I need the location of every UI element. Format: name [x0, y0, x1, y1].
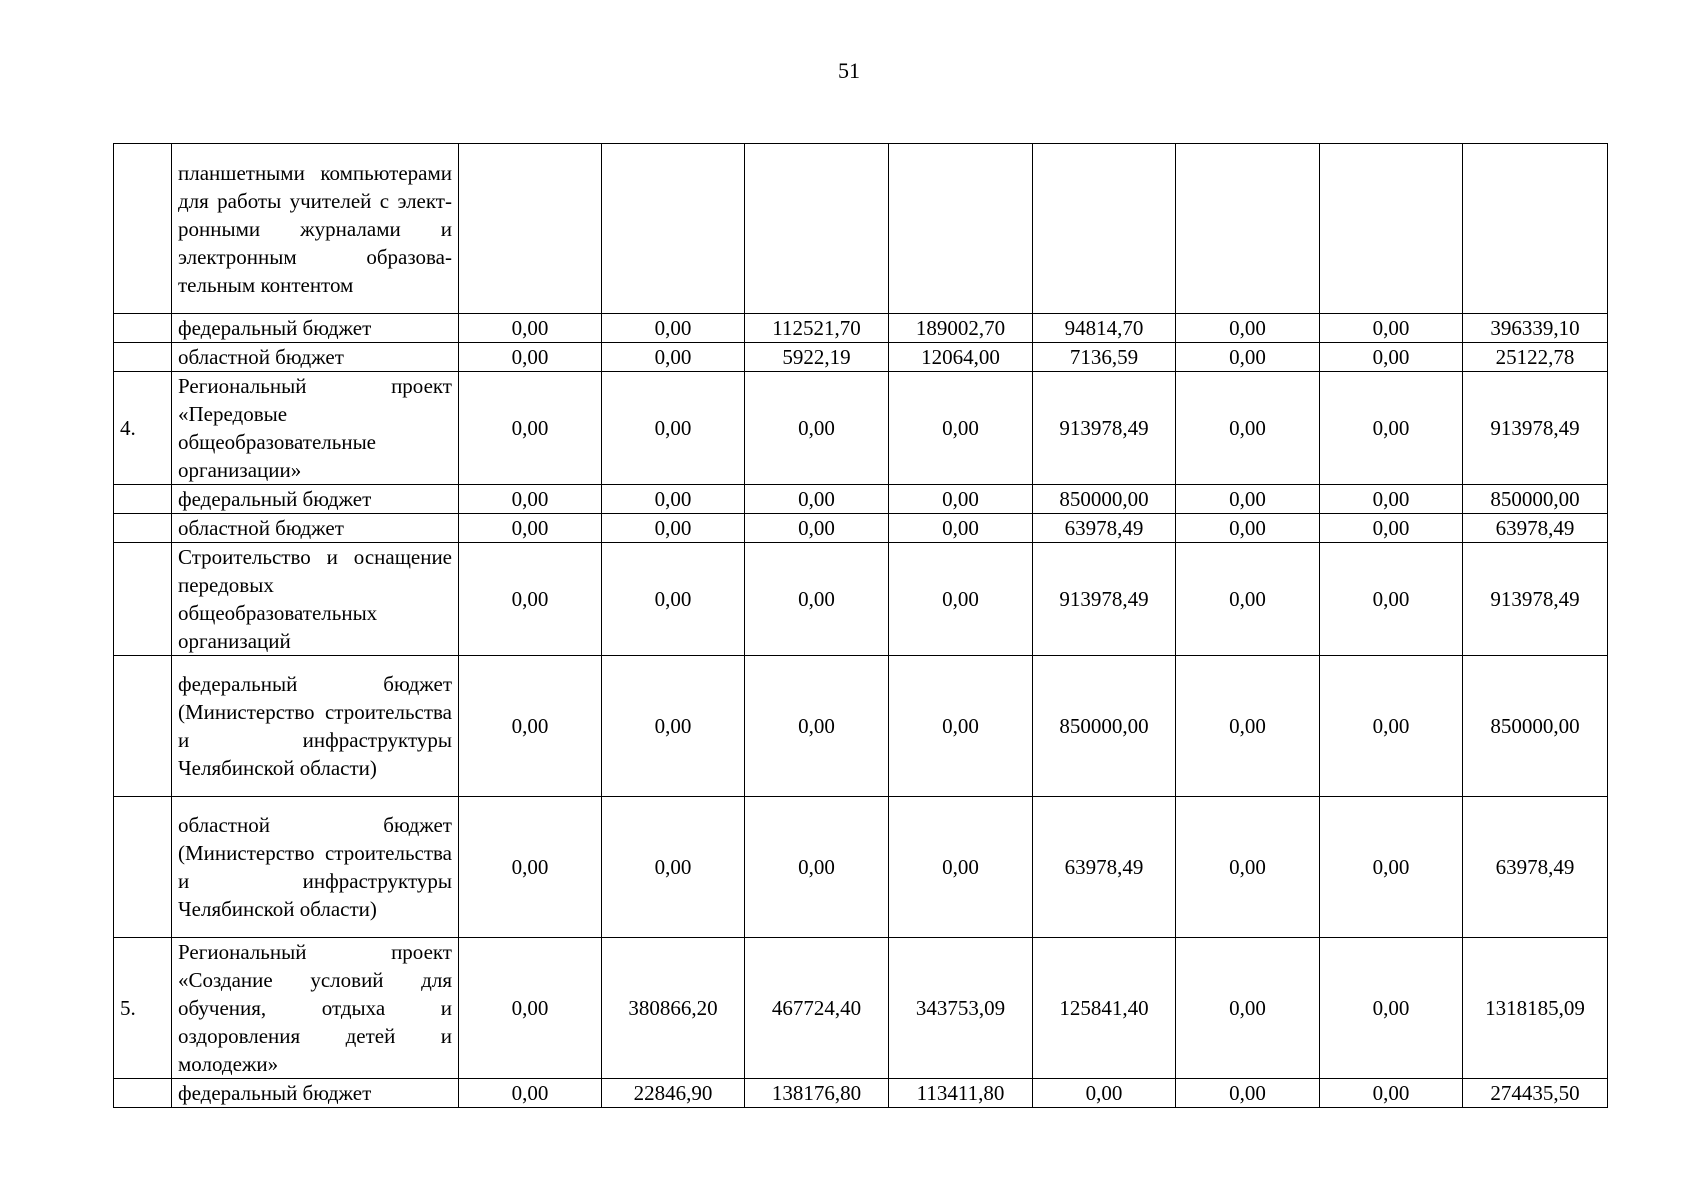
value-cell: 0,00 — [1176, 656, 1320, 797]
total-cell: 25122,78 — [1463, 343, 1608, 372]
row-number — [114, 343, 172, 372]
row-number — [114, 485, 172, 514]
value-cell: 22846,90 — [602, 1079, 745, 1108]
value-cell — [459, 144, 602, 314]
value-cell: 0,00 — [1176, 938, 1320, 1079]
value-cell: 0,00 — [889, 372, 1033, 485]
row-number — [114, 543, 172, 656]
value-cell: 189002,70 — [889, 314, 1033, 343]
table-row — [114, 797, 1608, 938]
value-cell: 0,00 — [1176, 514, 1320, 543]
row-name: планшетными компьютерами для работы учителей с электронными журналами и электронным образовательным контентом — [172, 144, 459, 314]
value-cell: 0,00 — [1320, 656, 1463, 797]
table-row — [114, 485, 1608, 514]
value-cell: 0,00 — [1320, 797, 1463, 938]
value-cell: 0,00 — [1176, 485, 1320, 514]
row-name: федеральный бюджет — [172, 314, 459, 343]
value-cell: 0,00 — [1176, 797, 1320, 938]
value-cell: 0,00 — [602, 343, 745, 372]
value-cell: 0,00 — [1033, 1079, 1176, 1108]
value-cell: 850000,00 — [1033, 656, 1176, 797]
value-cell — [602, 144, 745, 314]
row-name: Региональный проект «Передовые общеобразовательные организации» — [172, 372, 459, 485]
value-cell: 0,00 — [1320, 343, 1463, 372]
table-row — [114, 343, 1608, 372]
value-cell: 0,00 — [745, 656, 889, 797]
value-cell: 0,00 — [889, 656, 1033, 797]
page-number: 51 — [838, 58, 860, 83]
row-number — [114, 144, 172, 314]
total-cell: 850000,00 — [1463, 656, 1608, 797]
total-cell: 63978,49 — [1463, 514, 1608, 543]
value-cell: 0,00 — [1320, 372, 1463, 485]
total-cell: 1318185,09 — [1463, 938, 1608, 1079]
value-cell: 0,00 — [1320, 938, 1463, 1079]
value-cell: 0,00 — [459, 514, 602, 543]
value-cell: 0,00 — [602, 485, 745, 514]
total-cell: 274435,50 — [1463, 1079, 1608, 1108]
value-cell: 63978,49 — [1033, 797, 1176, 938]
value-cell: 0,00 — [1320, 543, 1463, 656]
value-cell — [1033, 144, 1176, 314]
value-cell: 0,00 — [459, 938, 602, 1079]
value-cell: 0,00 — [1176, 372, 1320, 485]
value-cell: 0,00 — [1176, 543, 1320, 656]
value-cell: 0,00 — [459, 797, 602, 938]
value-cell: 0,00 — [745, 797, 889, 938]
value-cell: 0,00 — [459, 543, 602, 656]
total-cell: 396339,10 — [1463, 314, 1608, 343]
value-cell: 0,00 — [459, 485, 602, 514]
value-cell: 0,00 — [745, 485, 889, 514]
value-cell — [1176, 144, 1320, 314]
value-cell: 0,00 — [1320, 485, 1463, 514]
value-cell: 0,00 — [889, 543, 1033, 656]
row-name: федеральный бюджет — [172, 485, 459, 514]
value-cell: 0,00 — [889, 797, 1033, 938]
table-row — [114, 938, 1608, 1079]
row-number: 4. — [114, 372, 172, 485]
budget-table — [113, 143, 1608, 1108]
row-name: Строительство и оснащение передовых общеобразовательных организаций — [172, 543, 459, 656]
table-row — [114, 514, 1608, 543]
value-cell: 63978,49 — [1033, 514, 1176, 543]
value-cell: 94814,70 — [1033, 314, 1176, 343]
table-body — [114, 144, 1608, 1108]
value-cell: 0,00 — [745, 514, 889, 543]
value-cell: 0,00 — [459, 656, 602, 797]
value-cell: 0,00 — [602, 314, 745, 343]
value-cell: 467724,40 — [745, 938, 889, 1079]
value-cell: 0,00 — [459, 1079, 602, 1108]
value-cell: 0,00 — [1176, 1079, 1320, 1108]
table-row — [114, 314, 1608, 343]
value-cell: 343753,09 — [889, 938, 1033, 1079]
row-number — [114, 797, 172, 938]
total-cell: 63978,49 — [1463, 797, 1608, 938]
value-cell — [745, 144, 889, 314]
value-cell: 112521,70 — [745, 314, 889, 343]
value-cell: 0,00 — [459, 372, 602, 485]
value-cell: 0,00 — [602, 797, 745, 938]
row-name: областной бюджет — [172, 343, 459, 372]
row-name: областной бюджет — [172, 514, 459, 543]
value-cell: 0,00 — [1320, 514, 1463, 543]
row-name: федеральный бюджет — [172, 1079, 459, 1108]
row-name: областной бюджет (Министерство строительства и инфраструктуры Челябинской области) — [172, 797, 459, 938]
value-cell: 0,00 — [1176, 314, 1320, 343]
table-row — [114, 144, 1608, 314]
value-cell: 138176,80 — [745, 1079, 889, 1108]
row-name: федеральный бюджет (Министерство строительства и инфраструктуры Челябинской области) — [172, 656, 459, 797]
total-cell — [1463, 144, 1608, 314]
value-cell: 125841,40 — [1033, 938, 1176, 1079]
value-cell: 0,00 — [745, 372, 889, 485]
value-cell: 0,00 — [745, 543, 889, 656]
value-cell: 913978,49 — [1033, 372, 1176, 485]
value-cell: 0,00 — [1320, 314, 1463, 343]
value-cell: 0,00 — [889, 485, 1033, 514]
total-cell: 913978,49 — [1463, 543, 1608, 656]
row-number — [114, 656, 172, 797]
value-cell: 850000,00 — [1033, 485, 1176, 514]
value-cell — [1320, 144, 1463, 314]
row-name: Региональный проект «Создание условий для обучения, отдыха и оздоровления детей и молодежи» — [172, 938, 459, 1079]
value-cell: 0,00 — [602, 543, 745, 656]
value-cell: 113411,80 — [889, 1079, 1033, 1108]
value-cell: 913978,49 — [1033, 543, 1176, 656]
value-cell: 0,00 — [459, 314, 602, 343]
value-cell: 0,00 — [1320, 1079, 1463, 1108]
value-cell: 12064,00 — [889, 343, 1033, 372]
total-cell: 850000,00 — [1463, 485, 1608, 514]
row-number — [114, 1079, 172, 1108]
table-row — [114, 656, 1608, 797]
table-row — [114, 543, 1608, 656]
row-number — [114, 514, 172, 543]
value-cell: 5922,19 — [745, 343, 889, 372]
value-cell: 0,00 — [602, 514, 745, 543]
value-cell: 380866,20 — [602, 938, 745, 1079]
table-row — [114, 1079, 1608, 1108]
value-cell: 0,00 — [889, 514, 1033, 543]
value-cell: 0,00 — [602, 656, 745, 797]
row-number — [114, 314, 172, 343]
value-cell: 0,00 — [459, 343, 602, 372]
value-cell: 7136,59 — [1033, 343, 1176, 372]
value-cell: 0,00 — [602, 372, 745, 485]
table-row — [114, 372, 1608, 485]
value-cell: 0,00 — [1176, 343, 1320, 372]
total-cell: 913978,49 — [1463, 372, 1608, 485]
row-number: 5. — [114, 938, 172, 1079]
value-cell — [889, 144, 1033, 314]
